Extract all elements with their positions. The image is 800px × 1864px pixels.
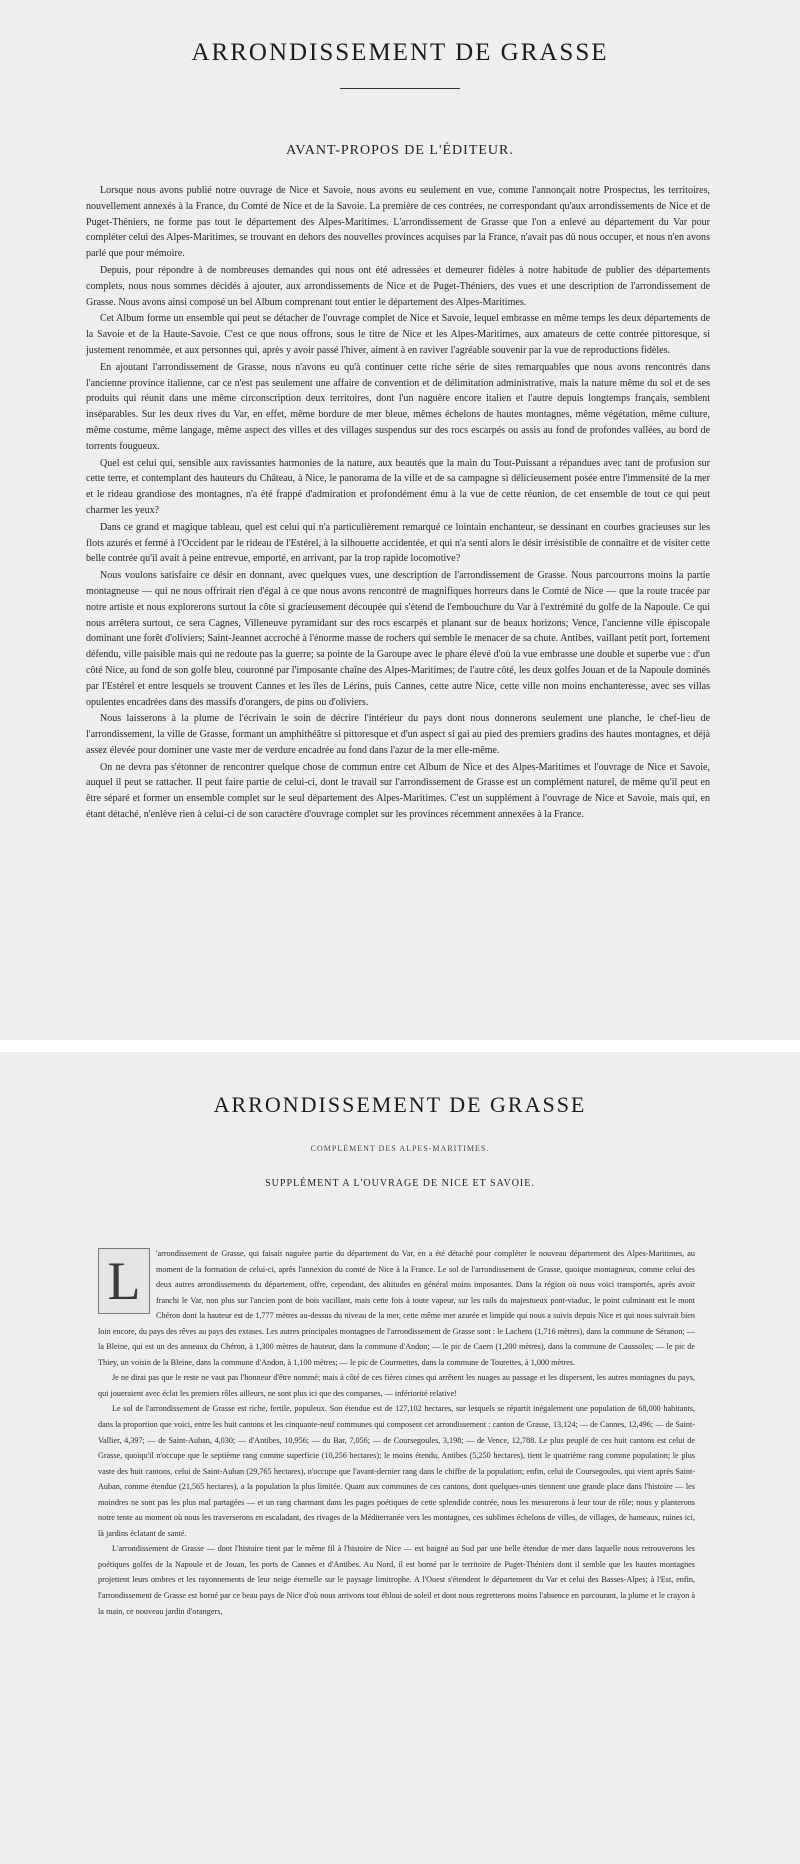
preface-heading: AVANT-PROPOS DE L'ÉDITEUR. xyxy=(286,143,514,158)
supplement-heading: SUPPLÉMENT A L'OUVRAGE DE NICE ET SAVOIE. xyxy=(265,1178,535,1189)
paragraph: Dans ce grand et magique tableau, quel est celui qui n'a particulièrement remarqué ce lointain enchanteur, se dessinant en courbes gracieuses sur les flots azurés et fermé à l'Occident par le rideau de l'Estérel, à la silhouette accidentée, et qui n'a senti alors le désir irrésistible de connaître et de visiter cette belle contrée qu'il avait à peine entrevue, emporté, en arrivant, par la trop rapide locomotive? xyxy=(86,521,710,565)
paragraph: Quel est celui qui, sensible aux ravissantes harmonies de la nature, aux beautés que la main du Tout-Puissant a répandues avec tant de profusion sur cette terre, et contemplant des hauteurs du Château, à Nice, le panorama de la ville et de sa campagne si délicieusement posée entre l'immensité de la mer et le rideau grandiose des montagnes, n'a été frappé d'admiration et profondément ému à la vue de cette réunion, de cet ensemble de tout ce qui peut charmer les yeux? xyxy=(86,457,710,516)
paragraph: Cet Album forme un ensemble qui peut se détacher de l'ouvrage complet de Nice et Savoie, lequel embrasse en même temps les deux départements de la Savoie et de la Haute-Savoie. C'est ce que nous offrons, sous le titre de Nice et les Alpes-Maritimes, aux amateurs de cette contrée pittoresque, si justement renommée, et aux personnes qui, après y avoir passé l'hiver, aiment à en raviver l'agréable souvenir par la vue de reproductions fidèles. xyxy=(86,313,710,356)
paragraph: Lorsque nous avons publié notre ouvrage de Nice et Savoie, nous avons eu seulement en vue, comme l'annonçait notre Prospectus, les territoires, nouvellement annexés à la France, du Comté de Nice et de la Savoie. La première de ces contrées, ne correspondant qu'aux arrondissements de Nice et de Puget-Théniers, ne forme pas tout le département des Alpes-Maritimes. L'arrondissement de Grasse que l'on a enlevé au département du Var pour compléter celui des Alpes-Maritimes, se trouvant en dehors des nouvelles provinces acquises par la France, n'avait pas dû nous occuper, et nous n'en avons parlé que pour mémoire. xyxy=(86,185,710,260)
paragraph: L'arrondissement de Grasse — dont l'histoire tient par le même fil à l'histoire de Nice — est baigné au Sud par une belle étendue de mer dans laquelle nous retrouverons les poétiques golfes de la Napoule et de Jouan, les ports de Cannes et d'Antibes. Au Nord, il est borné par le territoire de Puget-Théniers dont il semble que les hautes montagnes projettent leurs ombres et les rayonnements de leur neige éternelle sur le paysage limitrophe. A l'Ouest s'étendent le département du Var et celui des Basses-Alpes; à l'Est, enfin, l'arrondissement de Grasse est borné par ce beau pays de Nice d'où nous arrivons tout ébloui de soleil et dont nous regretterons moins l'absence en parcourant, la plume et le crayon à la main, ce nouveau jardin d'orangers, xyxy=(98,1544,695,1616)
paragraph: Nous voulons satisfaire ce désir en donnant, avec quelques vues, une description de l'arrondissement de Grasse. Nous parcourrons moins la partie montagneuse — qui ne nous offrirait rien d'égal à ce que nous avons rencontré de magnifiques horreurs dans le Comté de Nice — que la route tracée par notre artiste et nous explorerons surtout la côte si gracieusement découpée qui s'étend de l'embouchure du Var à l'extrémité du golfe de la Napoule. Ce qui nous arrêtera surtout, ce sera Cagnes, Villeneuve pyramidant sur des rocs escarpés et planant sur de beaux horizons; Vence, l'ancienne ville épiscopale dominant une forêt d'oliviers; Saint-Jeannet accroché à l'énorme masse de rochers qui semble le menacer de sa chute. Antibes, vaillant petit port, fortement défendu, ville paisible mais qui ne redoute pas la guerre; sa pointe de la Garoupe avec le phare élevé d'où la vue embrasse une double et superbe vue : d'un côté Nice, au fond de son golfe bleu, couronné par l'imposante chaîne des Alpes-Maritimes; de l'autre côté, les deux golfes Jouan et de la Napoule dominés par l'Estérel et entre lesquels se trouvent Cannes et les îles de Lérins, puis Cannes, cette autre Nice, cette ville non moins enchanteresse, avec ses villas opulentes encadrées dans des massifs d'orangers, de pins ou d'oliviers. xyxy=(86,570,710,708)
paragraph: On ne devra pas s'étonner de rencontrer quelque chose de commun entre cet Album de Nice et des Alpes-Maritimes et l'ouvrage de Nice et Savoie, auquel il peut se rattacher. Il peut faire partie de celui-ci, dont le travail sur l'arrondissement de Grasse est un complément naturel, de même qu'il peut en être séparé et former un ensemble complet sur le seul département des Alpes-Maritimes. C'est un supplément à l'ouvrage de Nice et Savoie, mais qui, en étant détaché, n'enlève rien à celui-ci de son caractère d'ouvrage complet sur les provinces récemment annexées à la France. xyxy=(86,761,710,821)
paragraph: Le sol de l'arrondissement de Grasse est riche, fertile, populeux. Son étendue est de 127,102 hectares, sur lesquels se répartit inégalement une population de 68,000 habitants, dans la proportion que voici, entre les huit cantons et les cinquante-neuf communes qui composent cet arrondissement : canton de Grasse, 13,124; — de Cannes, 12,496; — de Saint-Vallier, 4,397; — de Saint-Auban, 4,030; — d'Antibes, 10,956; — du Bar, 7,056; — de Coursegoules, 3,198; — de Vence, 12,788. Le plus peuplé de ces huit cantons est celui de Grasse, quoiqu'il n'occupe que le septième rang comme superficie (10,256 hectares); le moins étendu, Antibes (5,250 hectares), tient le quatrième rang comme population; le plus vaste des huit cantons, celui de Saint-Auban (29,765 hectares), n'occupe que l'avant-dernier rang dans le chiffre de la population; enfin, celui de Coursegoules, qui vient après Saint-Auban, comme étendue (21,565 hectares), a la population la plus limitée. Quant aux communes de ces cantons, dont quelques-unes tiennent une grande place dans l'histoire — les moindres ne sont pas les plus mal partagées — et un rang charmant dans les pages poétiques de cette splendide contrée, nous les mesurerons à leur tour de rôle; nous y planterons notre tente au moment où nous les traverserons en escaladant, des rivages de la Méditerranée vers les montagnes, ces sublimes échelons de villes, de villages, de hameaux, ruines ici, là jardins éclatant de santé. xyxy=(98,1404,695,1538)
initial-letter: L xyxy=(107,1251,141,1311)
preface-body xyxy=(86,183,710,824)
decorative-initial xyxy=(98,1248,150,1314)
paragraph: Je ne dirai pas que le reste ne vaut pas l'honneur d'être nommé; mais à côté de ces fières cimes qui arrêtent les nuages au passage et les dispersent, les autres montagnes du pays, qui joueraient avec éclat les premiers rôles ailleurs, ne sont plus ici que des comparses, — infériorité relative! xyxy=(98,1373,695,1398)
paragraph: En ajoutant l'arrondissement de Grasse, nous n'avons eu qu'à continuer cette riche série de sites remarquables que nous avons rencontrés dans l'ancienne province italienne, car ce n'est pas seulement une affaire de convention et de délimitation administrative, mais la nature même du sol et de ses produits qui réunit dans une même circonscription deux territoires, dont l'un naguère encore italien et l'autre depuis longtemps français, semblent inséparables. Sur les deux rives du Var, en effet, même bordure de mer bleue, mêmes échelons de hautes montagnes, même végétation, même culture, même costume, même langage, même aspect des villes et des villages suspendus sur des rocs escarpés ou assis au fond de profondes vallées, au bord de torrents fougueux. xyxy=(86,361,710,452)
page-1-title: ARRONDISSEMENT DE GRASSE xyxy=(191,39,609,66)
title-divider xyxy=(340,88,460,89)
page-2-title: ARRONDISSEMENT DE GRASSE xyxy=(213,1092,587,1117)
chapter-body xyxy=(98,1246,695,1619)
paragraph: 'arrondissement de Grasse, qui faisait naguère partie du département du Var, en a été détaché pour compléter le nouveau département des Alpes-Maritimes, au moment de la formation de celui-ci, après l'annexion du comté de Nice à la France. Le sol de l'arrondissement de Grasse, quoique montagneux, comme celui des deux autres arrondissements du département, offre, cependant, des altitudes en général moins imposantes. Dans la région où nous voici transportés, après avoir franchi le Var, non plus sur l'ancien pont de bois vacillant, mais cette fois à toute vapeur, sur les rails du majestueux pont-viaduc, le point culminant est le mont Chéron dont la hauteur est de 1,777 mètres au-dessus du niveau de la mer, cette même mer azurée et limpide qui nous a suivis depuis Nice et qui nous suivrait bien loin encore, du pays des rêves au pays des extases. Les autres principales montagnes de l'arrondissement de Grasse sont : le Lachens (1,716 mètres), dans la commune de Séranon; — la Bleine, qui est un des anneaux du Chéron, à 1,300 mètres de hauteur, dans la commune d'Andon; — le pic de Caern (1,200 mètres), dans la commune de Caussoles; — le pic de Thiey, un voisin de la Bleine, dans la commune d'Andon, à 1,100 mètres; — le pic de Courmettes, dans la commune de Tourettes, à 1,000 mètres. xyxy=(98,1249,695,1367)
section-kicker: COMPLÉMENT DES ALPES-MARITIMES. xyxy=(310,1144,490,1153)
paragraph: Nous laisserons à la plume de l'écrivain le soin de décrire l'intérieur du pays dont nous donnerons seulement une planche, le chef-lieu de l'arrondissement, la ville de Grasse, formant un amphithéâtre si pittoresque et d'un aspect si gai au pied des premiers gradins des hautes montagnes, et déjà assez élevée pour dominer une vaste mer de verdure encadrée au fond dans l'azur de la mer elle-même. xyxy=(86,713,710,756)
page-2 xyxy=(0,1052,800,1864)
paragraph: Depuis, pour répondre à de nombreuses demandes qui nous ont été adressées et demeurer fidèles à notre habitude de publier des départements complets, nous nous sommes décidés à ajouter, aux arrondissements de Nice et de Puget-Théniers, des vues et une description de l'arrondissement de Grasse. Nous avons ainsi composé un bel Album comprenant tout entier le département des Alpes-Maritimes. xyxy=(86,264,710,308)
